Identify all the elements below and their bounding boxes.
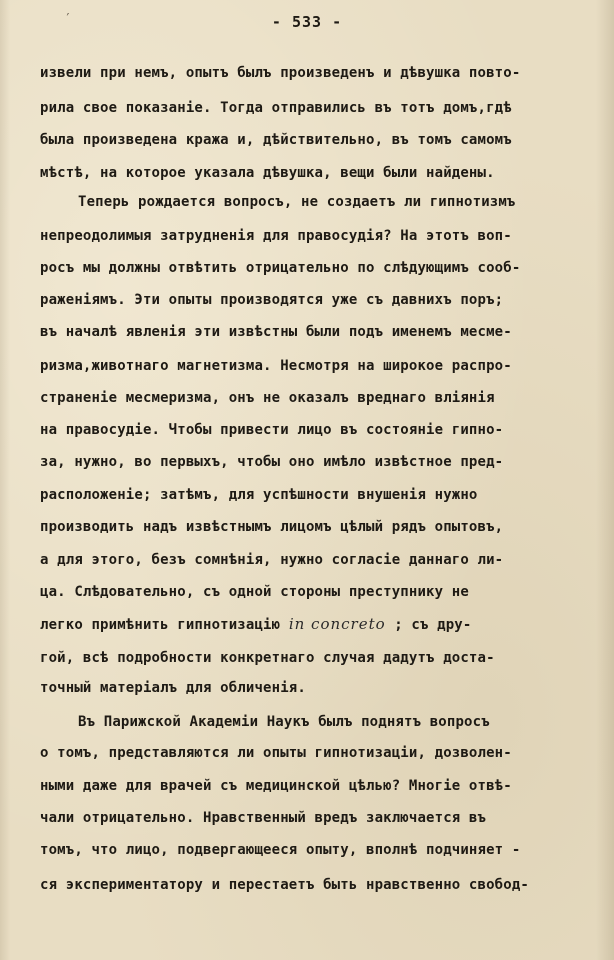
text-line: чали отрицательно. Нравственный вредъ заключается въ	[40, 810, 487, 826]
text-line: расположеніе; затѣмъ, для успѣшности внушенія нужно	[40, 487, 478, 503]
text-segment: ; съ дру-	[394, 617, 472, 633]
text-line: росъ мы должны отвѣтить отрицательно по слѣдующимъ сооб-	[40, 260, 521, 276]
text-line: за, нужно, во первыхъ, чтобы оно имѣло извѣстное пред-	[40, 454, 504, 470]
text-line: ризма,животнаго магнетизма. Несмотря на широкое распро-	[40, 358, 512, 374]
text-line: на правосудіе. Чтобы привести лицо въ состояніе гипно-	[40, 422, 504, 438]
page-left-shadow	[0, 0, 10, 960]
text-line: ными даже для врачей съ медицинской цѣлью? Многіе отвѣ-	[40, 778, 512, 794]
corner-mark: ′	[64, 12, 72, 27]
text-line: непреодолимыя затрудненія для правосудія? На этотъ воп-	[40, 228, 512, 244]
text-line: раженіямъ. Эти опыты производятся уже съ давнихъ поръ;	[40, 292, 504, 308]
text-line: томъ, что лицо, подвергающееся опыту, вполнѣ подчиняет -	[40, 842, 521, 858]
page-edge-shadow	[596, 0, 614, 960]
text-line: производить надъ извѣстнымъ лицомъ цѣлый рядъ опытовъ,	[40, 519, 504, 535]
text-line	[40, 614, 471, 634]
text-line: ся экспериментатору и перестаетъ быть нравственно свобод-	[40, 877, 529, 893]
text-line: о томъ, представляются ли опыты гипнотизаціи, дозволен-	[40, 745, 512, 761]
text-line: въ началѣ явленія эти извѣстны были подъ именемъ месме-	[40, 324, 512, 340]
handwritten-insert: in concreto	[288, 615, 386, 633]
text-segment: легко примѣнить гипнотизацію	[40, 617, 281, 633]
text-line: ца. Слѣдовательно, съ одной стороны преступнику не	[40, 584, 469, 600]
text-line: мѣстѣ, на которое указала дѣвушка, вещи были найдены.	[40, 165, 495, 181]
page-number: - 533 -	[271, 13, 343, 31]
text-line: точный матеріалъ для обличенія.	[40, 680, 306, 696]
text-line: извели при немъ, опытъ былъ произведенъ и дѣвушка повто-	[40, 65, 521, 81]
text-line: гой, всѣ подробности конкретнаго случая дадутъ доста-	[40, 650, 495, 666]
text-line: была произведена кража и, дѣйствительно, въ томъ самомъ	[40, 132, 512, 148]
text-line: страненіе месмеризма, онъ не оказалъ вреднаго вліянія	[40, 390, 495, 406]
text-line: рила свое показаніе. Тогда отправились въ тотъ домъ,гдѣ	[40, 100, 512, 116]
text-line: Теперь рождается вопросъ, не создаетъ ли гипнотизмъ	[78, 194, 516, 210]
text-line: Въ Парижской Академіи Наукъ былъ поднятъ вопросъ	[78, 714, 490, 730]
text-line: а для этого, безъ сомнѣнія, нужно согласіе даннаго ли-	[40, 552, 504, 568]
